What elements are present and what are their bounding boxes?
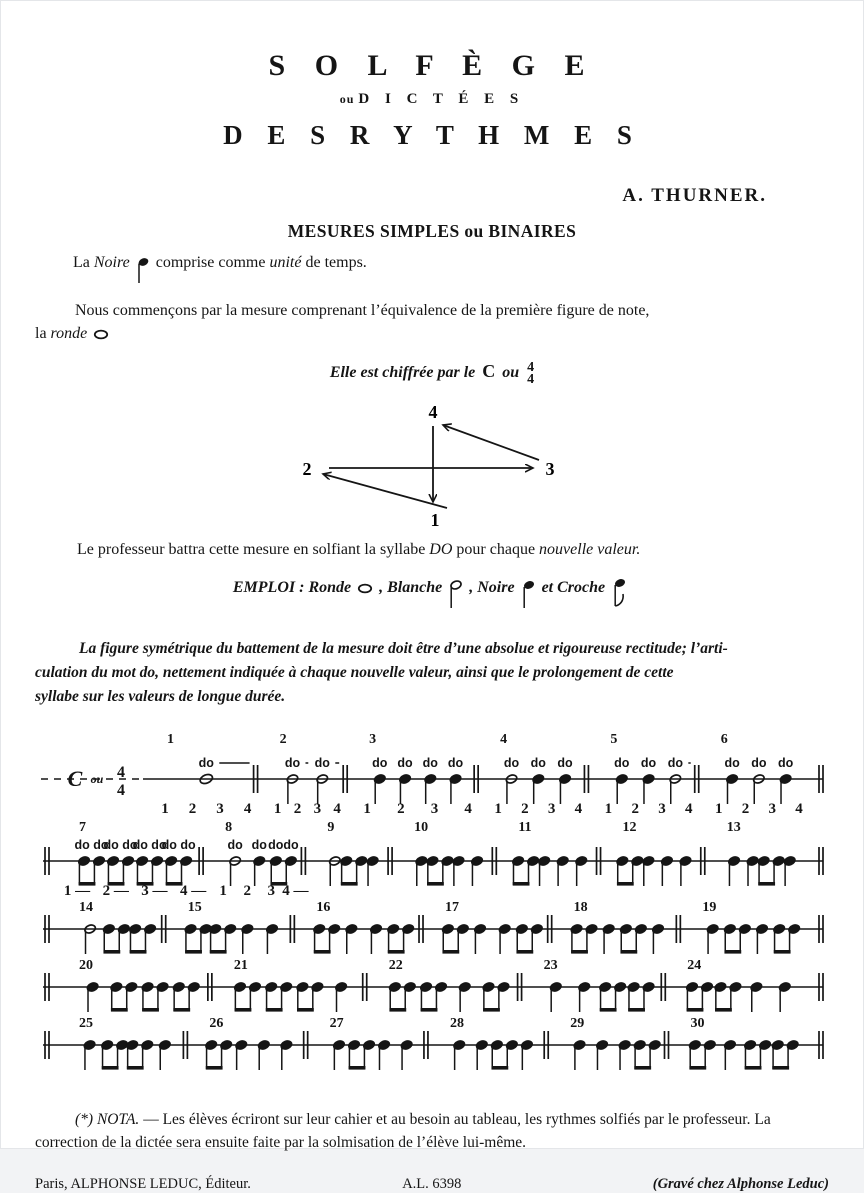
- professor-text-1: Le professeur battra cette mesure en solfiant la syllabe: [77, 540, 426, 558]
- measure-number: 1: [167, 732, 174, 748]
- syllable: do do: [132, 838, 167, 853]
- syllable: do: [198, 756, 214, 771]
- measure-number: 30: [690, 1016, 705, 1032]
- syllable: do: [314, 756, 330, 771]
- syllable: do do: [74, 838, 109, 853]
- page-title-line3: D E S R Y T H M E S: [223, 120, 641, 150]
- measure-20: [79, 958, 200, 1012]
- eighth-beam: [442, 950, 459, 954]
- beat-number: 2: [293, 801, 302, 818]
- eighth-beam: [772, 1066, 789, 1070]
- time-signature-bottom: 4: [527, 371, 535, 387]
- nota-dash: —: [143, 1111, 159, 1129]
- eighth-beam: [388, 950, 405, 954]
- measure-number: 23: [543, 958, 558, 974]
- measure-14: [79, 900, 156, 954]
- syllable: do: [751, 756, 767, 771]
- instruction-line-1: La figure symétrique du battement de la mesure doit être d’une absolue et rigoureuse rectitude; l’arti-: [79, 640, 728, 658]
- eighth-beam: [634, 1066, 651, 1070]
- measure-number: 18: [573, 900, 588, 916]
- diagram-arrow-to-4: [443, 425, 539, 460]
- noire-line: [35, 252, 829, 284]
- eighth-beam: [617, 882, 634, 886]
- eighth-beam: [389, 1008, 406, 1012]
- instruction-line-3: syllabe sur les valeurs de longue durée.: [35, 688, 286, 706]
- measure-21: [234, 958, 348, 1012]
- music-system-4: [35, 959, 831, 1017]
- nota-star: (*): [75, 1111, 94, 1129]
- time-signature-bottom: 4: [117, 782, 125, 800]
- measure-number: 14: [79, 900, 93, 916]
- beat-number: 2 —: [102, 883, 129, 900]
- measure-23: [544, 958, 655, 1012]
- measure-number: 21: [233, 958, 248, 974]
- eighth-beam: [130, 950, 147, 954]
- syllable: do do: [161, 838, 196, 853]
- emploi-blanche: Blanche: [387, 579, 443, 597]
- beat-number: 2: [243, 883, 251, 900]
- time-signature-c: C: [67, 766, 83, 792]
- nota-text: Les élèves écriront sur leur cahier et au besoin au tableau, les rythmes solfiés par le professeur. La correction de la dictée sera ensuite faite par la solmisation de l’élève lui-même.: [35, 1111, 771, 1151]
- music-system-3: [35, 901, 831, 959]
- syllable: do: [640, 756, 657, 771]
- emploi-noire: Noire: [477, 579, 515, 597]
- measure-number: 25: [79, 1016, 93, 1032]
- beat-number: 1: [714, 801, 723, 818]
- syllable: do: [530, 756, 546, 771]
- eighth-beam: [297, 1008, 314, 1012]
- measure-9: [327, 820, 379, 886]
- chiffree-line: [35, 361, 829, 385]
- eighth-beam: [724, 950, 741, 954]
- measure-number: 24: [687, 958, 702, 974]
- diagram-beat-2: 2: [302, 458, 312, 479]
- measure-number: 22: [388, 958, 403, 974]
- measure-5: [605, 732, 693, 817]
- measure-number: 20: [79, 958, 93, 974]
- beat-number: 3: [267, 883, 276, 900]
- eighth-beam: [427, 882, 444, 886]
- measure-number: 8: [225, 820, 233, 836]
- common-time-symbol: C: [482, 361, 496, 382]
- intro-text-ronde: ronde: [50, 324, 88, 342]
- subtitle-dictees: D I C T É E S: [358, 91, 525, 107]
- page-footer: [35, 1176, 829, 1193]
- nota-word: NOTA.: [96, 1111, 140, 1129]
- syllable: do: [557, 756, 573, 771]
- beat-number: 3: [313, 801, 322, 818]
- whole-note-icon: [93, 329, 109, 340]
- emploi-et: et: [541, 579, 554, 597]
- quarter-note-icon: [137, 256, 149, 284]
- eighth-beam: [235, 1008, 252, 1012]
- measure-number: 6: [720, 732, 728, 748]
- syllable: do: [251, 838, 267, 853]
- eighth-beam: [571, 950, 588, 954]
- measure-10: [414, 820, 483, 886]
- beat-number: 2: [188, 801, 197, 818]
- emploi-sep-1: ,: [379, 579, 384, 597]
- measure-number: 4: [500, 732, 508, 748]
- ronde-icon: [357, 583, 373, 594]
- eighth-beam: [483, 1008, 500, 1012]
- measure-11: [512, 820, 588, 886]
- eighth-beam: [349, 1066, 366, 1070]
- diagram-beat-4: 4: [428, 401, 438, 422]
- time-signature-top: 4: [527, 359, 535, 375]
- intro-text-la: la: [35, 324, 47, 342]
- beat-number: 1: [273, 801, 282, 818]
- beat-number: 2: [741, 801, 750, 818]
- intro-text-2-row: [35, 323, 829, 346]
- beat-number: 2: [521, 801, 529, 818]
- measure-13: [727, 820, 796, 886]
- syllable: do: [777, 756, 794, 771]
- syllable: do: [372, 756, 388, 771]
- beat-number: 3: [430, 801, 439, 818]
- measure-number: 13: [726, 820, 741, 836]
- eighth-beam: [127, 1066, 144, 1070]
- eighth-beam: [689, 1066, 706, 1070]
- measure-28: [450, 1016, 533, 1070]
- eighth-beam: [142, 1008, 159, 1012]
- beat-number: 4: [464, 801, 472, 818]
- measure-1: [161, 732, 252, 817]
- measure-17: [441, 900, 543, 954]
- intro-paragraph: [35, 300, 829, 345]
- section-heading: MESURES SIMPLES ou BINAIRES: [287, 221, 577, 241]
- measure-number: 28: [449, 1016, 464, 1032]
- measure-number: 26: [209, 1016, 224, 1032]
- syllable: do: [614, 756, 630, 771]
- beat-number: 4: [684, 801, 693, 818]
- eighth-beam: [513, 882, 530, 886]
- instruction-paragraph: [35, 637, 829, 709]
- measure-number: 11: [518, 820, 532, 836]
- measure-26: [205, 1016, 293, 1070]
- measure-12: [616, 820, 692, 886]
- beat-number: 2: [397, 801, 405, 818]
- eighth-beam: [491, 1066, 508, 1070]
- noire-text-italic: Noire: [93, 254, 130, 271]
- beat-number: 4: [795, 801, 803, 818]
- page-subtitle: [35, 91, 829, 108]
- eighth-beam: [102, 1066, 119, 1070]
- beat-number: 3 —: [141, 883, 168, 900]
- beat-number: 1: [363, 801, 371, 818]
- measure-number: 15: [187, 900, 202, 916]
- syllable: do: [397, 756, 413, 771]
- page-title: S O L F È G E: [268, 49, 596, 82]
- intro-text-1: Nous commençons par la mesure comprenant l’équivalence de la première figure de note,: [75, 302, 650, 319]
- measure-2: [274, 732, 342, 817]
- eighth-beam: [745, 1066, 762, 1070]
- eighth-beam: [774, 950, 791, 954]
- publisher-credit: Paris, ALPHONSE LEDUC, Éditeur.: [35, 1176, 251, 1193]
- eighth-beam: [687, 1008, 704, 1012]
- professor-do: DO: [429, 540, 453, 558]
- measure-15: [184, 900, 278, 954]
- measure-8: [219, 820, 309, 899]
- beat-number: 3: [216, 801, 224, 818]
- syllable: do: [227, 838, 243, 853]
- diagram-arrow-to-2: [323, 474, 447, 508]
- syllable: do: [284, 756, 301, 771]
- noire-text-3: de temps.: [305, 254, 367, 271]
- measure-number: 29: [570, 1016, 585, 1032]
- music-system-2: [35, 819, 831, 901]
- plate-number: A.L. 6398: [402, 1176, 462, 1193]
- emploi-ronde: Ronde: [308, 579, 352, 597]
- measure-19: [702, 900, 800, 954]
- time-signature-ou: ou: [90, 772, 104, 787]
- syllable: do: [667, 756, 683, 771]
- eighth-beam: [341, 882, 358, 886]
- time-signature-fraction: [527, 359, 535, 387]
- eighth-beam: [516, 950, 533, 954]
- emploi-croche: Croche: [557, 579, 606, 597]
- measure-30: [688, 1016, 799, 1070]
- beat-number: 1: [219, 883, 227, 900]
- beat-number: 1: [161, 801, 169, 818]
- syllable: do: [422, 756, 438, 771]
- music-system-5: [35, 1017, 831, 1075]
- eighth-beam: [620, 950, 637, 954]
- measure-3: [363, 732, 472, 817]
- measure-24: [686, 958, 792, 1012]
- measure-number: 9: [327, 820, 335, 836]
- professor-text-3: nouvelle valeur.: [539, 540, 641, 558]
- noire-text-unite: unité: [269, 254, 302, 271]
- eighth-beam: [421, 1008, 438, 1012]
- syllable: do: [724, 756, 740, 771]
- blanche-icon: [449, 579, 462, 609]
- nota-paragraph: [35, 1109, 829, 1154]
- professor-text-2: pour chaque: [456, 540, 536, 558]
- emploi-label: EMPLOI :: [232, 579, 309, 597]
- subtitle-ou: ou: [339, 92, 355, 106]
- syllable: do: [503, 756, 520, 771]
- eighth-beam: [715, 1008, 732, 1012]
- eighth-beam: [173, 1008, 190, 1012]
- diagram-beat-3: 3: [545, 458, 555, 479]
- measure-27: [330, 1016, 413, 1070]
- syllable: do: [447, 756, 464, 771]
- measure-18: [570, 900, 664, 954]
- eighth-beam: [628, 1008, 645, 1012]
- music-system-1: [35, 727, 831, 819]
- measure-6: [715, 732, 803, 817]
- measure-number: 27: [329, 1016, 344, 1032]
- eighth-beam: [103, 950, 120, 954]
- instruction-line-2: culation du mot do, nettement indiquée à chaque nouvelle valeur, ainsi que le prolongement de cette: [35, 664, 674, 682]
- measure-number: 16: [316, 900, 331, 916]
- measure-4: [494, 732, 582, 817]
- emploi-line: [35, 577, 829, 611]
- eighth-beam: [314, 950, 331, 954]
- beat-number: 4: [574, 801, 583, 818]
- eighth-beam: [266, 1008, 283, 1012]
- measure-number: 12: [622, 820, 637, 836]
- measure-number: 19: [702, 900, 717, 916]
- beat-number: 1: [494, 801, 502, 818]
- time-signature-top: 4: [117, 764, 125, 782]
- music-systems: [35, 727, 829, 1075]
- diagram-beat-1: 1: [430, 509, 440, 530]
- chiffree-ou: ou: [502, 364, 520, 382]
- beat-number: 3: [658, 801, 666, 818]
- measure-16: [313, 900, 415, 954]
- professor-line: [35, 539, 829, 562]
- beat-number: 4 —: [282, 883, 309, 900]
- measure-number: 7: [79, 820, 86, 836]
- eighth-beam: [210, 950, 227, 954]
- chiffree-text: Elle est chiffrée par le: [329, 364, 476, 382]
- syllable: do do: [103, 838, 138, 853]
- beat-number: 4: [333, 801, 341, 818]
- beat-number: 1: [604, 801, 613, 818]
- eighth-beam: [206, 1066, 223, 1070]
- measure-number: 10: [414, 820, 429, 836]
- noire-text-1: La: [73, 254, 90, 271]
- measure-number: 2: [279, 732, 287, 748]
- author-name: A. THURNER.: [622, 185, 767, 206]
- engraver-credit: (Gravé chez Alphonse Leduc): [652, 1176, 829, 1193]
- beat-number: 3: [768, 801, 776, 818]
- measure-29: [570, 1016, 661, 1070]
- beat-number: 2: [631, 801, 639, 818]
- emploi-sep-2: ,: [469, 579, 474, 597]
- eighth-beam: [185, 950, 202, 954]
- measure-number: 3: [369, 732, 377, 748]
- conducting-diagram: [267, 402, 597, 535]
- croche-icon: [612, 577, 628, 609]
- conducting-diagram-svg: [267, 402, 597, 530]
- eighth-beam: [758, 882, 775, 886]
- measure-22: [388, 958, 509, 1012]
- syllable: dodo: [268, 838, 299, 853]
- beat-number: 3: [547, 801, 556, 818]
- noire-text-2: comprise comme: [155, 254, 266, 271]
- eighth-beam: [600, 1008, 617, 1012]
- measure-number: 5: [610, 732, 618, 748]
- measure-25: [79, 1016, 171, 1070]
- beat-number: 1 —: [63, 883, 91, 900]
- measure-number: 17: [445, 900, 460, 916]
- beat-number: 4 —: [179, 883, 207, 900]
- measure-7: [64, 820, 207, 899]
- eighth-beam: [111, 1008, 128, 1012]
- noire-icon: [522, 579, 535, 609]
- beat-number: 4: [243, 801, 252, 818]
